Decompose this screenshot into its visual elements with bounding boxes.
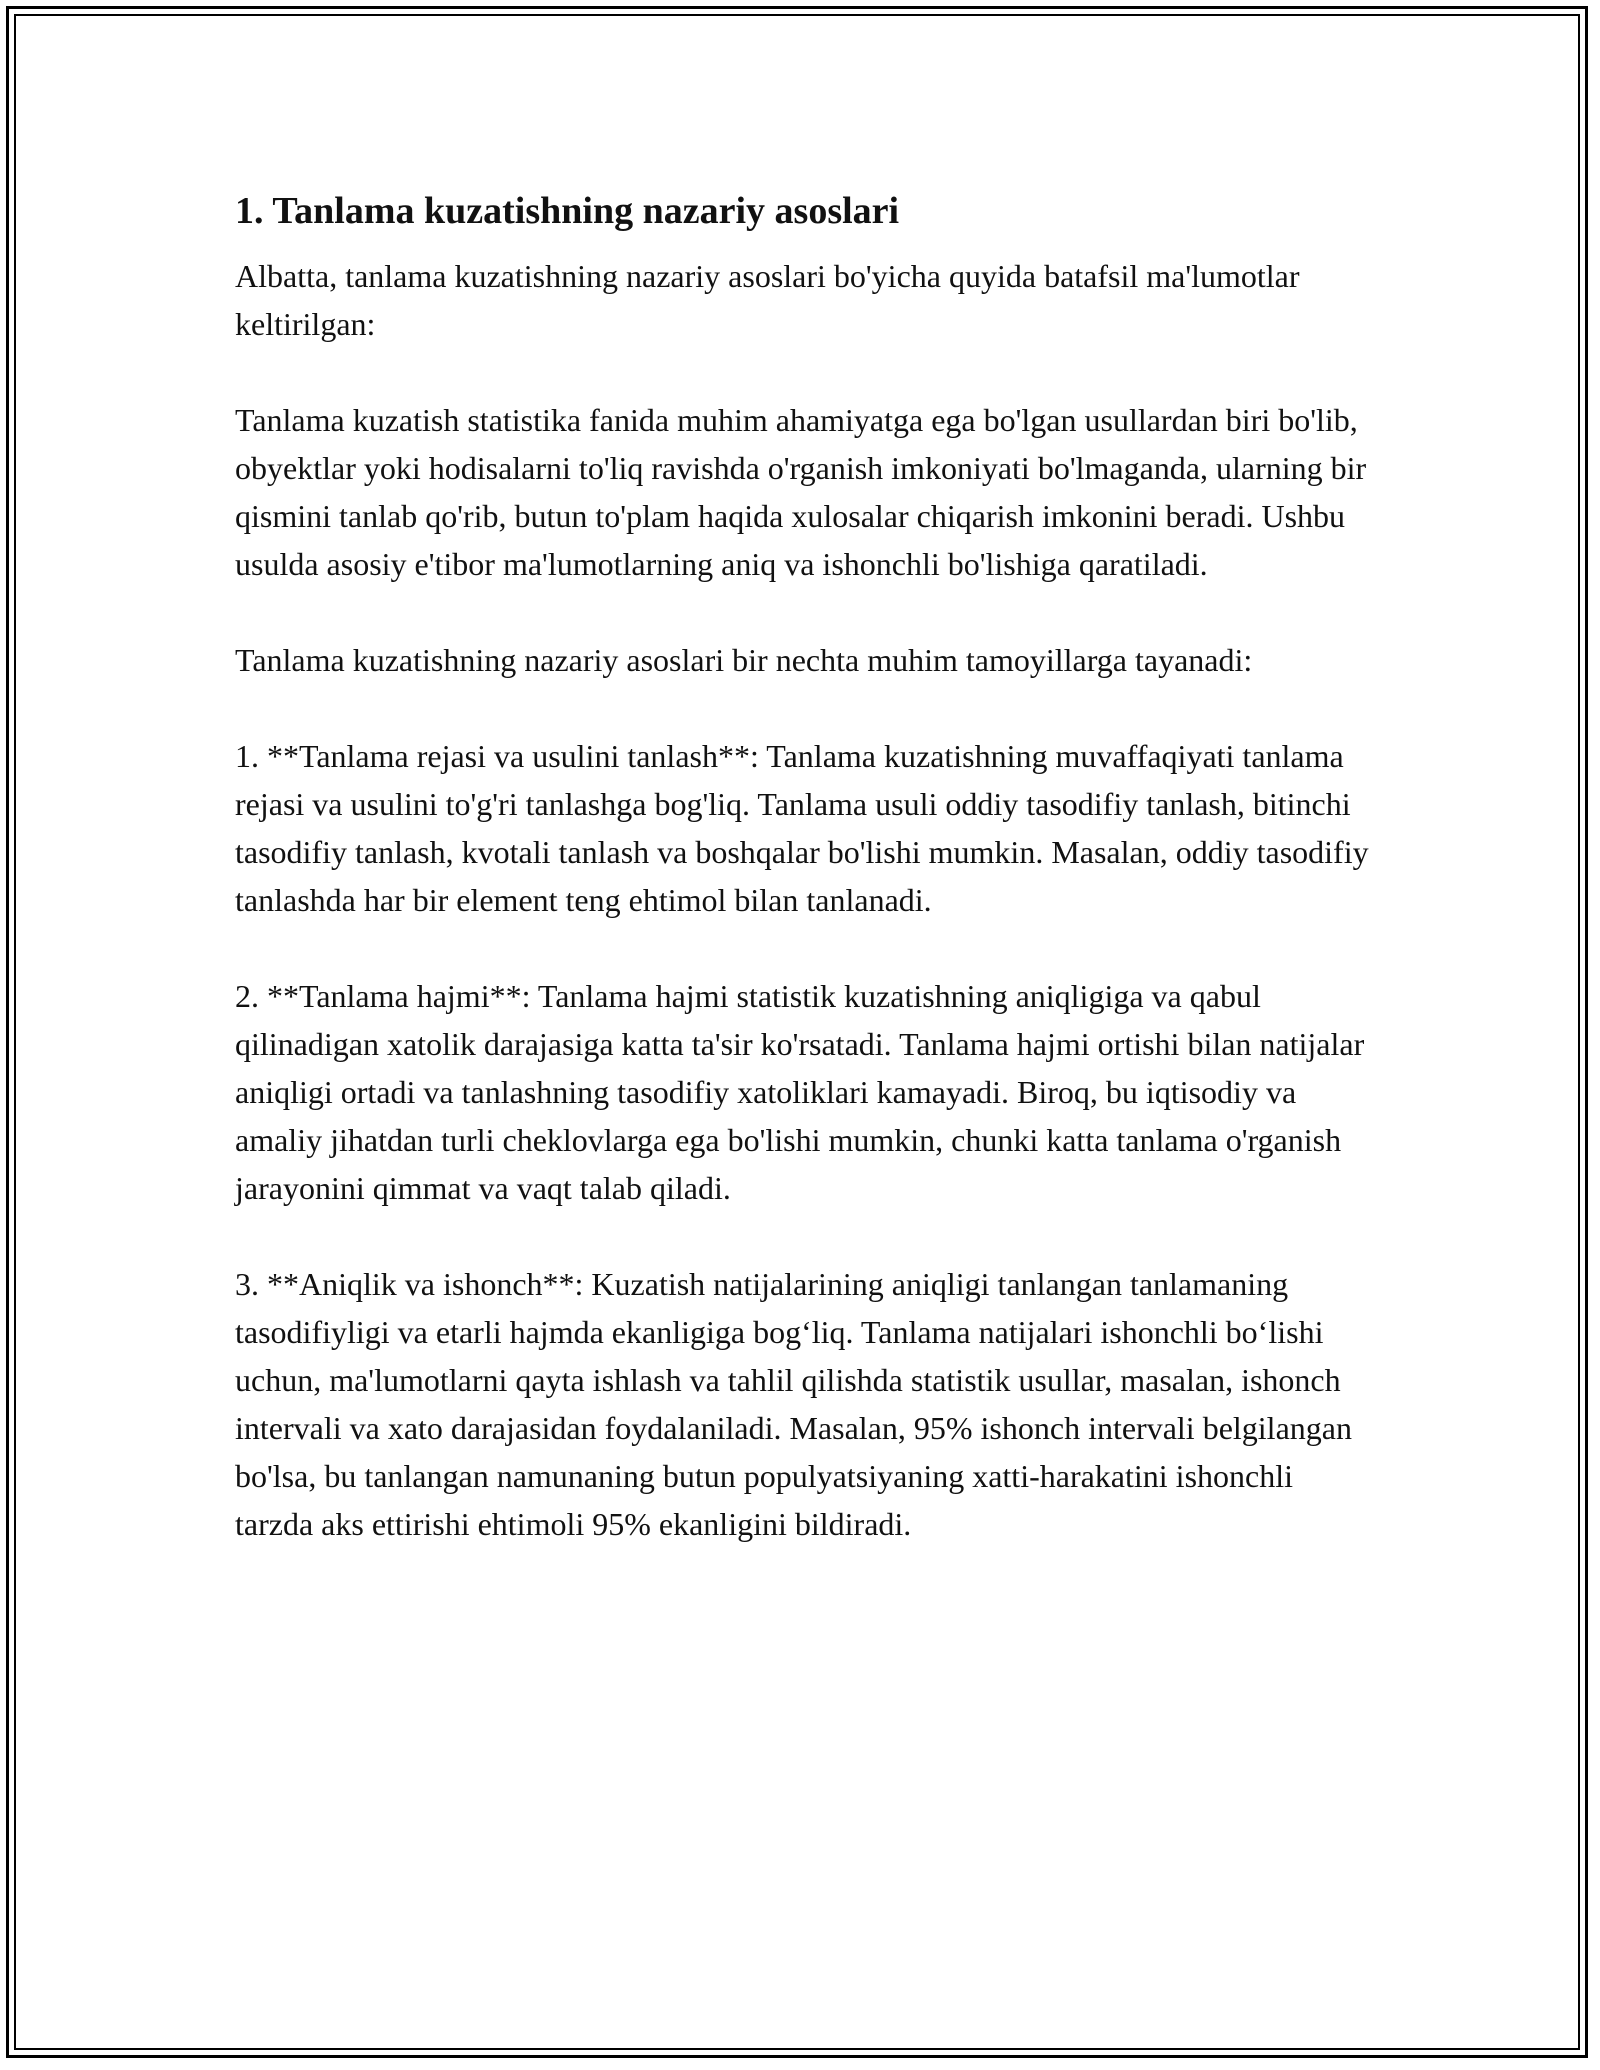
document-body xyxy=(235,186,1375,1548)
principles-intro-paragraph: Tanlama kuzatishning nazariy asoslari bir nechta muhim tamoyillarga tayanadi: xyxy=(235,642,1253,678)
definition-paragraph: Tanlama kuzatish statistika fanida muhim ahamiyatga ega bo'lgan usullardan biri bo'lib, obyektlar yoki hodisalarni to'liq ravishda o'rganish imkoniyati bo'lmaganda, ularning bir qismini tanlab qo'rib, butun to'plam haqida xulosalar chiqarish imkonini beradi. Ushbu usulda asosiy e'tibor ma'lumotlarning aniq va ishonchli bo'lishiga qaratiladi. xyxy=(235,402,1367,582)
list-item-sample-size: 2. **Tanlama hajmi**: Tanlama hajmi statistik kuzatishning aniqligiga va qabul qilinadigan xatolik darajasiga katta ta'sir ko'rsatadi. Tanlama hajmi ortishi bilan natijalar aniqligi ortadi va tanlashning tasodifiy xatoliklari kamayadi. Biroq, bu iqtisodiy va amaliy jihatdan turli cheklovlarga ega bo'lishi mumkin, chunki katta tanlama o'rganish jarayonini qimmat va vaqt talab qiladi. xyxy=(235,978,1365,1206)
list-item-sampling-plan: 1. **Tanlama rejasi va usulini tanlash**: Tanlama kuzatishning muvaffaqiyati tanlama rejasi va usulini to'g'ri tanlashga bog'liq. Tanlama usuli oddiy tasodifiy tanlash, bitinchi tasodifiy tanlash, kvotali tanlash va boshqalar bo'lishi mumkin. Masalan, oddiy tasodifiy tanlashda har bir element teng ehtimol bilan tanlanadi. xyxy=(235,738,1369,918)
section-heading: 1. Tanlama kuzatishning nazariy asoslari xyxy=(235,190,900,232)
intro-paragraph: Albatta, tanlama kuzatishning nazariy asoslari bo'yicha quyida batafsil ma'lumotlar keltirilgan: xyxy=(235,258,1300,342)
list-item-accuracy-confidence: 3. **Aniqlik va ishonch**: Kuzatish natijalarining aniqligi tanlangan tanlamaning tasodifiyligi va etarli hajmda ekanligiga bog‘liq. Tanlama natijalari ishonchli bo‘lishi uchun, ma'lumotlarni qayta ishlash va tahlil qilishda statistik usullar, masalan, ishonch intervali va xato darajasidan foydalaniladi. Masalan, 95% ishonch intervali belgilangan bo'lsa, bu tanlangan namunaning butun populyatsiyaning xatti-harakatini ishonchli tarzda aks ettirishi ehtimoli 95% ekanligini bildiradi. xyxy=(235,1266,1352,1542)
